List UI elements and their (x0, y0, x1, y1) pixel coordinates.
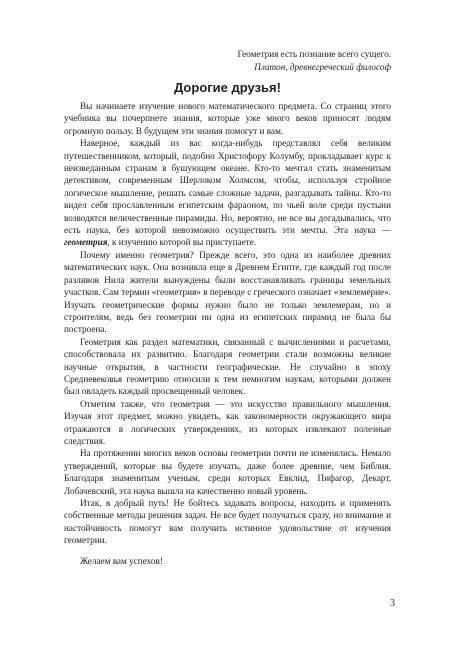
paragraph-dreams (64, 137, 391, 249)
paragraph-history: На протяжении многих веков основы геометрии почти не изменялись. Немало утверждений, которые вы будете изучать, даже более древние, чем Библия. Благодаря знаменитым ученым, среди которых Евклид, Пифагор, Декарт, Лобачевский, эта наука вышла на качественно новый уровень. (64, 448, 391, 496)
epigraph-author: Платон, древнегреческий философ (254, 62, 391, 72)
term-geometry: геометрия (64, 237, 108, 248)
paragraph-good-luck: Итак, в добрый путь! Не бойтесь задавать вопросы, находить и применять собственные методы решения задач. Не все будет получаться сразу, но внимание и настойчивость помогут вам получить истинное удовольствие от изучения геометрии. (64, 498, 391, 546)
paragraph-dreams-start: Наверное, каждый из вас когда-нибудь представлял себя великим путешественником, который, подобно Христофору Колумбу, прокладывает курс к неизведанным странам в бушующем океане. Кто-то мечтал стать знаменитым детективом, современным Шерлоком Холмсом, чтобы, используя стройное логическое мышление, решать самые сложные задачи, разгадывать тайны. Кто-то видел себя прославленным египетским фараоном, по чьей воле среди пустыни возводятся величественные пирамиды. Но, вероятно, не все вы догадывались, что есть наука, без которой невозможно осуществить эти мечты. Эта наука — (64, 138, 391, 236)
paragraph-intro: Вы начинаете изучение нового математического предмета. Со страниц этого учебника вы почерпнете знания, которые уже много веков приносят людям огромную пользу. В будущем эти знания помогут и вам. (64, 101, 391, 136)
epigraph-quote: Геометрия есть познание всего сущего. (237, 49, 391, 59)
page-title: Дорогие друзья! (174, 80, 281, 95)
paragraph-why-geometry: Почему именно геометрия? Прежде всего, это одна из наиболее древних математических наук. Она возникла еще в Древнем Египте, где каждый год после разливов Нила жители вынуждены были восстанавливать границы земельных участков. Сам термин «геометрия» в переводе с греческого означает «землемерие». Изучать геометрические формы нужно было не только землемерам, но и строителям, ведь без геометрии ни одна из египетских пирамид не была бы построена. (64, 249, 391, 335)
paragraph-section-of-math: Геометрия как раздел математики, связанный с вычислениями и расчетами, способствовала их развитию. Благодаря геометрии стали возможны великие научные открытия, в частности географические. Не случайно в эпоху Средневековья геометрию относили к тем немногим наукам, которыми должен был овладеть каждый просвещенный человек. (64, 336, 391, 397)
closing-wish: Желаем вам успехов! (80, 555, 163, 566)
paragraph-art-of-thinking: Отметим также, что геометрия — это искусство правильного мышления. Изучая этот предмет, можно увидеть, как закономерности окружающего мира отражаются в логических утверждениях, из которых извлекают полезные следствия. (64, 398, 391, 446)
epigraph (64, 48, 391, 74)
page-number: 3 (390, 598, 395, 609)
paragraph-dreams-end: , к изучению которой вы приступаете. (107, 237, 257, 248)
